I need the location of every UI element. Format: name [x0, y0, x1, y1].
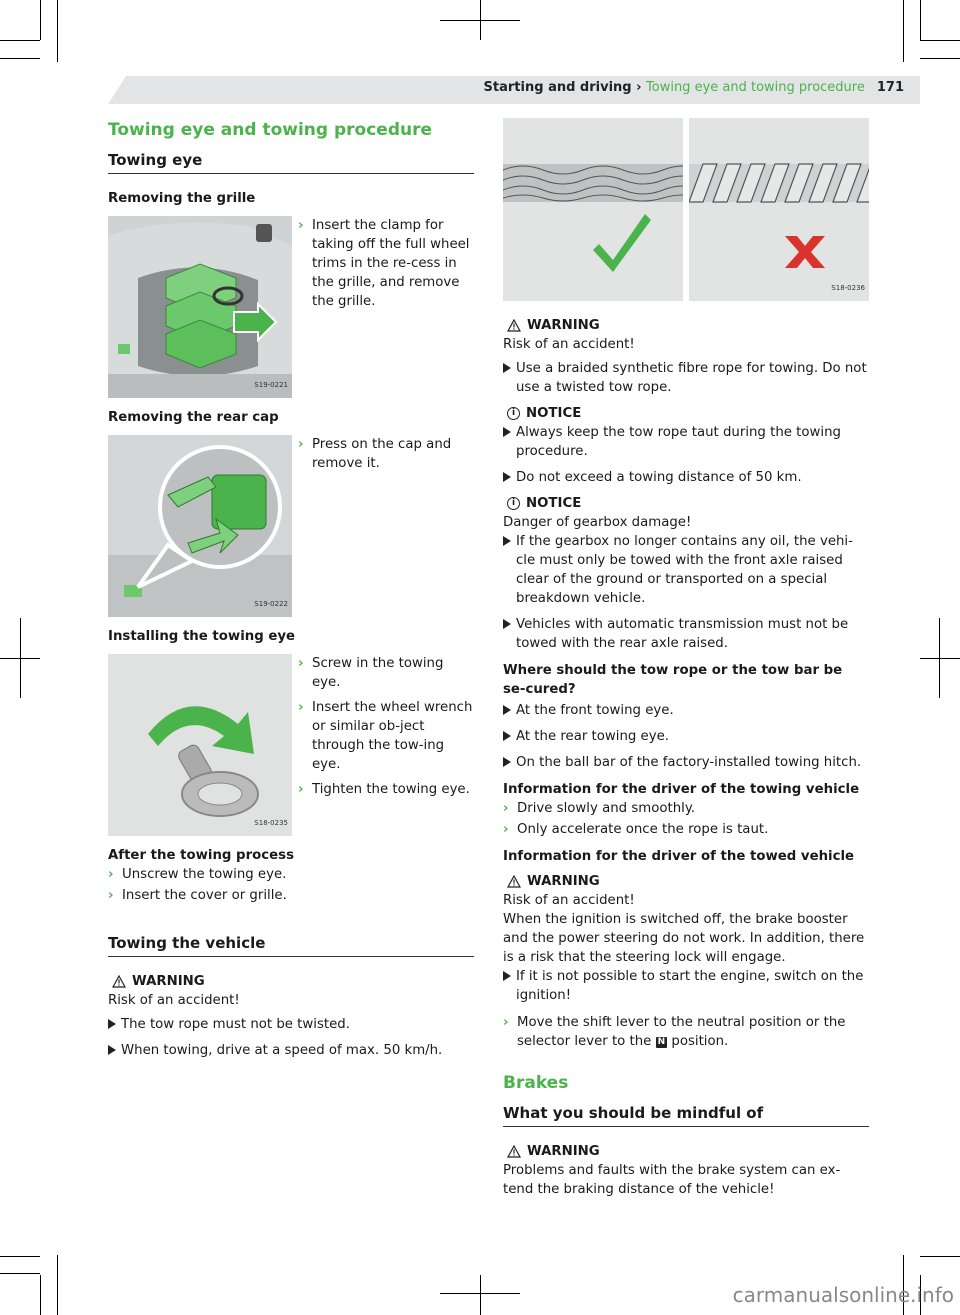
bullet-text: Vehicles with automatic transmission must not be towed with the rear axle raised. — [516, 617, 849, 651]
step-text: Screw in the towing eye. — [312, 656, 444, 690]
notice-heading — [503, 404, 869, 423]
grille-heading: Removing the grille — [108, 191, 256, 206]
bullet-text: If it is not possible to start the engine, switch on the ignition! — [516, 969, 864, 1003]
bullet-text: On the ball bar of the factory-installed towing hitch. — [516, 755, 862, 770]
warning-intro: Risk of an accident! — [503, 893, 635, 908]
bullet-icon — [503, 363, 511, 373]
bullet-icon — [108, 1019, 116, 1029]
chevron-icon: › — [298, 656, 304, 671]
chevron-icon: › — [503, 822, 509, 837]
chevron-icon: › — [298, 218, 304, 233]
chevron-icon: › — [108, 888, 114, 903]
notice-label: NOTICE — [526, 496, 582, 511]
crop-mark — [0, 1256, 40, 1257]
crop-mark — [920, 58, 960, 59]
page-title: Towing eye and towing procedure — [108, 120, 433, 140]
warning-icon — [112, 975, 126, 988]
install-heading: Installing the towing eye — [108, 629, 296, 644]
running-header — [484, 80, 904, 95]
step-text: Unscrew the towing eye. — [122, 867, 287, 882]
step-text: Tighten the towing eye. — [312, 782, 470, 797]
after-step — [108, 865, 474, 884]
crop-mark — [0, 40, 40, 41]
notice-heading — [503, 494, 869, 513]
bullet-icon — [108, 1045, 116, 1055]
install-step — [298, 654, 474, 692]
twisted-rope-panel — [689, 118, 869, 301]
rear-cap-heading: Removing the rear cap — [108, 410, 279, 425]
warning-label: WARNING — [527, 1144, 600, 1159]
figure-code: S18-0236 — [831, 284, 865, 292]
crop-mark — [40, 1275, 41, 1315]
bullet-icon — [503, 619, 511, 629]
chevron-icon: › — [298, 437, 304, 452]
info-icon: i — [507, 407, 520, 420]
chevron-icon: › — [503, 801, 509, 816]
towing-driver-step — [503, 799, 869, 818]
towing-eye-heading: Towing eye — [108, 150, 474, 174]
bullet-text: Do not exceed a towing distance of 50 km. — [516, 470, 802, 485]
grille-steps — [298, 216, 474, 317]
chevron-icon: › — [108, 867, 114, 882]
grille-illustration — [108, 216, 292, 398]
warning-intro: Risk of an accident! — [503, 337, 635, 352]
after-step — [108, 886, 474, 905]
warning-bullet — [108, 1015, 474, 1034]
info-icon: i — [507, 497, 520, 510]
warning-icon — [507, 1145, 521, 1158]
install-step — [298, 780, 474, 799]
notice-bullet — [503, 532, 869, 608]
secure-bullet — [503, 727, 869, 746]
towing-vehicle-heading: Towing the vehicle — [108, 933, 474, 957]
step-text: Insert the clamp for taking off the full wheel trims in the re-cess in the grille, and remove the grille. — [312, 218, 470, 309]
install-figure-row — [108, 654, 474, 836]
warning-text: Problems and faults with the brake system can ex-tend the braking distance of the vehicle! — [503, 1163, 841, 1197]
step-text: Insert the wheel wrench or similar ob-ject through the tow-ing eye. — [312, 700, 473, 772]
warning-heading — [503, 1142, 869, 1161]
bullet-text: If the gearbox no longer contains any oil, the vehi-cle must only be towed with the front axle raised clear of the ground or transported on a special breakdown vehicle. — [516, 534, 853, 606]
warning-intro: Risk of an accident! — [108, 993, 240, 1008]
header-section: Starting and driving — [483, 80, 632, 95]
warning-label: WARNING — [527, 318, 600, 333]
step-text: position. — [671, 1034, 729, 1049]
rope-illustration — [503, 118, 869, 301]
watermark: carmanualsonline.info — [732, 1283, 954, 1307]
step-text: Press on the cap and remove it. — [312, 437, 452, 471]
braided-rope-panel — [503, 118, 683, 301]
bullet-text: At the rear towing eye. — [516, 729, 670, 744]
crop-mark — [920, 40, 960, 41]
bullet-icon — [503, 427, 511, 437]
crop-mark — [920, 0, 921, 40]
bullet-text: When towing, drive at a speed of max. 50 km/h. — [121, 1043, 443, 1058]
header-subsection: Towing eye and towing procedure — [646, 80, 865, 95]
notice-intro: Danger of gearbox damage! — [503, 515, 692, 530]
chevron-icon: › — [298, 782, 304, 797]
right-column — [503, 118, 869, 1204]
notice-bullet — [503, 615, 869, 653]
bullet-text: Use a braided synthetic fibre rope for towing. Do not use a twisted tow rope. — [516, 361, 867, 395]
install-steps — [298, 654, 474, 805]
crop-mark — [920, 1256, 960, 1257]
bullet-icon — [503, 757, 511, 767]
shift-step — [503, 1013, 869, 1051]
warning-bullet — [503, 359, 869, 397]
crop-mark — [0, 1273, 40, 1274]
crop-mark — [939, 618, 940, 698]
bullet-text: Always keep the tow rope taut during the towing procedure. — [516, 425, 841, 459]
crop-mark — [40, 0, 41, 40]
step-text: Insert the cover or grille. — [122, 888, 287, 903]
warning-heading — [108, 972, 474, 991]
step-text: Drive slowly and smoothly. — [517, 801, 696, 816]
secure-heading: Where should the tow rope or the tow bar be se-cured? — [503, 663, 843, 697]
warning-label: WARNING — [132, 974, 205, 989]
towing-driver-step — [503, 820, 869, 839]
header-separator: › — [631, 80, 647, 95]
crop-mark — [480, 1275, 481, 1315]
install-step — [298, 698, 474, 774]
crop-mark — [920, 658, 960, 659]
chevron-icon: › — [298, 700, 304, 715]
warning-heading — [503, 316, 869, 335]
secure-bullet — [503, 753, 869, 772]
rear-cap-step — [298, 435, 474, 473]
towing-eye-illustration — [108, 654, 292, 836]
warning-icon — [507, 875, 521, 888]
chevron-icon: › — [503, 1015, 509, 1030]
bullet-icon — [503, 705, 511, 715]
figure-code: S18-0235 — [254, 819, 288, 827]
bullet-icon — [503, 472, 511, 482]
crop-mark — [57, 1255, 58, 1315]
warning-label: WARNING — [527, 874, 600, 889]
grille-step — [298, 216, 474, 311]
notice-label: NOTICE — [526, 406, 582, 421]
gear-n-symbol: N — [657, 1037, 666, 1047]
bullet-text: The tow rope must not be twisted. — [121, 1017, 350, 1032]
notice-bullet — [503, 468, 869, 487]
bullet-icon — [503, 731, 511, 741]
crop-mark — [903, 0, 904, 62]
towed-driver-heading: Information for the driver of the towed vehicle — [503, 849, 855, 864]
figure-code: S19-0222 — [254, 600, 288, 608]
warning-bullet — [503, 967, 869, 1005]
bullet-text: At the front towing eye. — [516, 703, 674, 718]
crop-mark — [480, 0, 481, 40]
warning-heading — [503, 872, 869, 891]
notice-bullet — [503, 423, 869, 461]
step-text: Move the shift lever to the neutral position or the selector lever to the — [517, 1015, 846, 1049]
page-number: 171 — [876, 80, 904, 95]
secure-bullet — [503, 701, 869, 720]
warning-text: When the ignition is switched off, the brake booster and the power steering do not work. In addition, there is a risk that the steering lock will engage. — [503, 912, 865, 965]
towing-driver-heading: Information for the driver of the towing vehicle — [503, 782, 860, 797]
figure-code: S19-0221 — [254, 381, 288, 389]
rear-cap-illustration — [108, 435, 292, 617]
crop-mark — [57, 0, 58, 62]
step-text: Only accelerate once the rope is taut. — [517, 822, 769, 837]
warning-icon — [507, 319, 521, 332]
left-column — [108, 118, 474, 1067]
after-heading: After the towing process — [108, 848, 294, 863]
rear-cap-steps — [298, 435, 474, 479]
warning-bullet — [108, 1041, 474, 1060]
bullet-icon — [503, 536, 511, 546]
crop-mark — [20, 618, 21, 698]
mindful-heading: What you should be mindful of — [503, 1103, 869, 1127]
rear-cap-figure-row — [108, 435, 474, 617]
bullet-icon — [503, 971, 511, 981]
brakes-title: Brakes — [503, 1073, 569, 1093]
crop-mark — [0, 58, 40, 59]
grille-figure-row — [108, 216, 474, 398]
